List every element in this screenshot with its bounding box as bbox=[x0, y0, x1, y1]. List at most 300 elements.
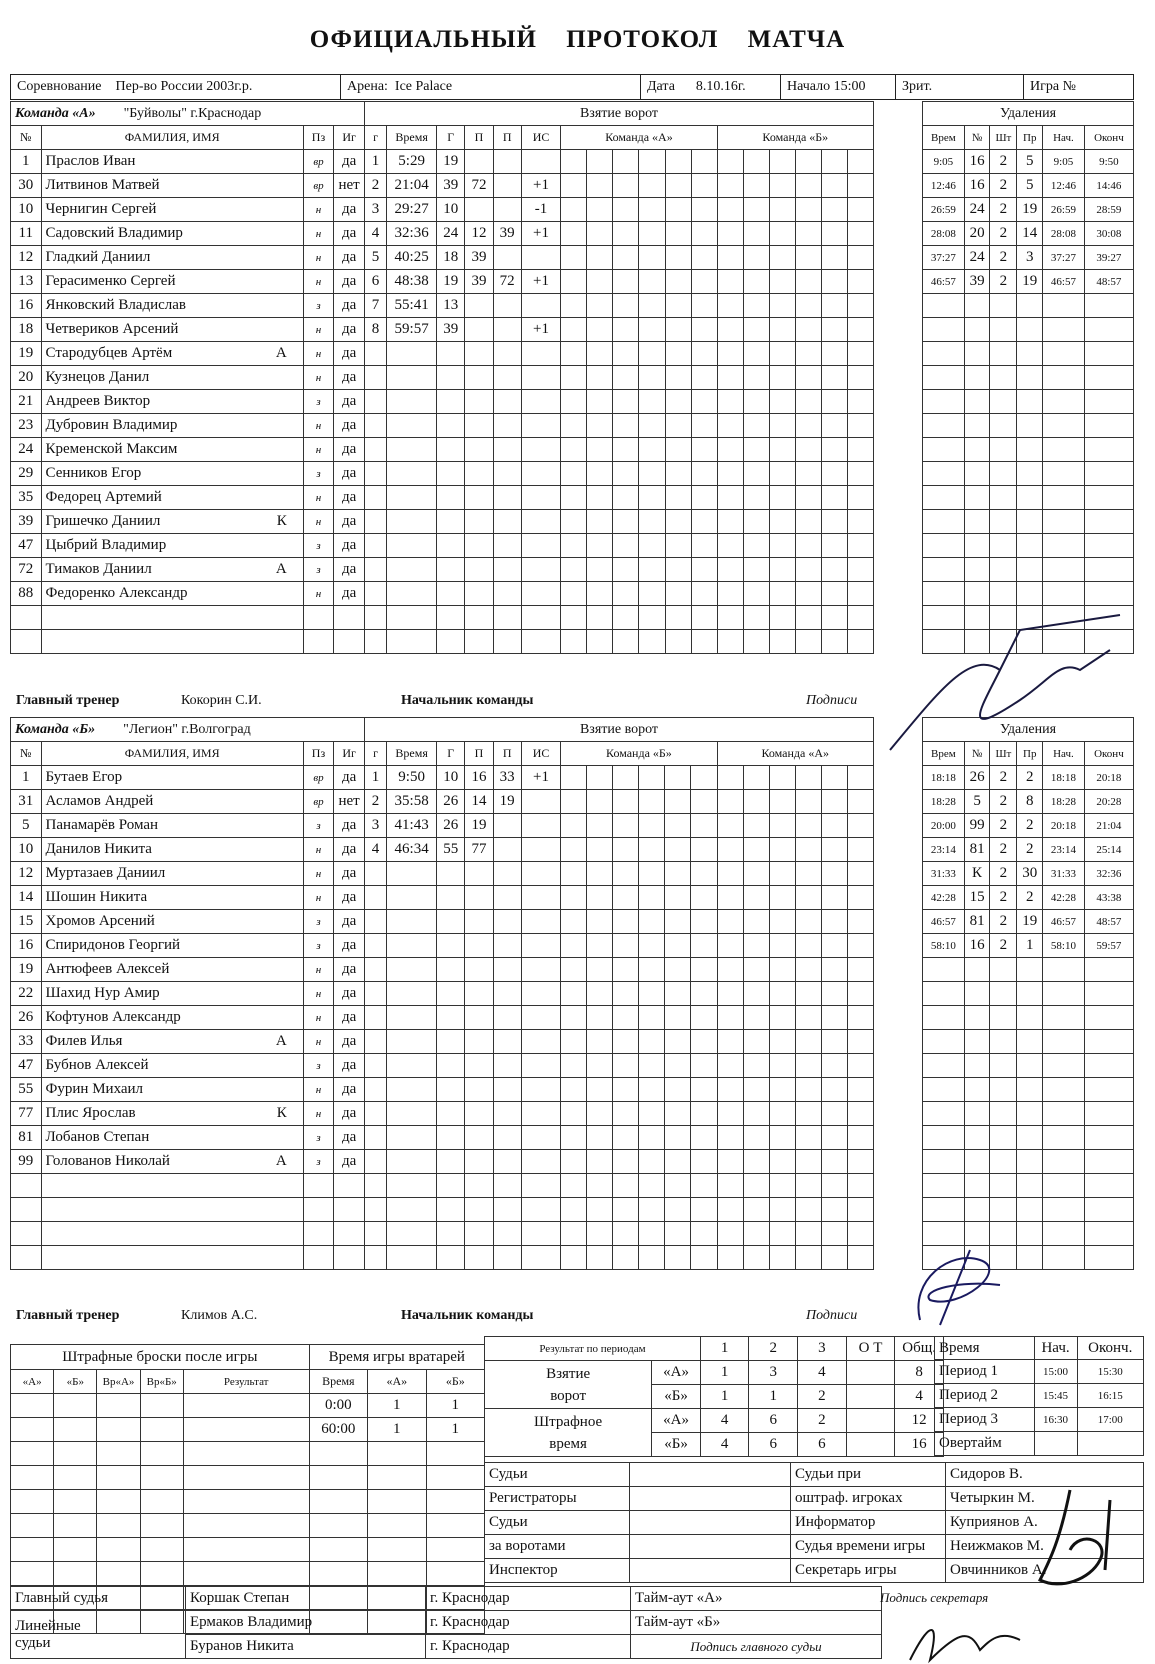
goal-n: 4 bbox=[365, 838, 387, 862]
penalty-e bbox=[1084, 558, 1133, 582]
goal-n bbox=[365, 1246, 387, 1270]
goal-a1 bbox=[465, 1030, 493, 1054]
goal-a1 bbox=[465, 150, 493, 174]
player-position bbox=[303, 630, 333, 654]
goal-grid-cell bbox=[665, 390, 691, 414]
goal-a1 bbox=[465, 318, 493, 342]
goal-n: 4 bbox=[365, 222, 387, 246]
period-value: 3 bbox=[749, 1361, 798, 1385]
goal-grid-cell bbox=[769, 462, 795, 486]
goal-is bbox=[521, 390, 561, 414]
player-plays: да bbox=[334, 150, 365, 174]
player-position: н bbox=[303, 1030, 334, 1054]
penalty-no: 16 bbox=[964, 934, 990, 958]
captain-mark: А bbox=[275, 1153, 287, 1169]
player-position: н bbox=[303, 414, 333, 438]
goal-col-g_p2: П bbox=[493, 742, 521, 766]
goal-grid-cell bbox=[847, 246, 873, 270]
goalie-cell bbox=[426, 1490, 484, 1514]
goal-grid-cell bbox=[613, 766, 639, 790]
goal-grid-cell bbox=[743, 558, 769, 582]
player-name bbox=[41, 462, 303, 486]
goal-grid-cell bbox=[691, 766, 717, 790]
penalty-t bbox=[923, 1054, 965, 1078]
player-number: 31 bbox=[11, 790, 42, 814]
player-position: н bbox=[303, 958, 334, 982]
goal-g bbox=[437, 462, 465, 486]
goal-grid-cell bbox=[639, 438, 665, 462]
goal-n bbox=[365, 366, 387, 390]
head-coach-name: Климов А.С. bbox=[181, 1308, 258, 1323]
goal-grid-cell bbox=[717, 1006, 743, 1030]
penalty-no bbox=[964, 510, 990, 534]
goal-grid-cell bbox=[717, 150, 743, 174]
goal-grid-cell bbox=[847, 1102, 873, 1126]
goal-grid-cell bbox=[587, 1078, 613, 1102]
penalty-code: 2 bbox=[1017, 886, 1043, 910]
penalty-code bbox=[1017, 982, 1043, 1006]
player-position: н bbox=[303, 862, 334, 886]
goal-grid-cell bbox=[847, 1246, 873, 1270]
team_b-players-table bbox=[10, 717, 365, 1270]
goal-grid-cell bbox=[717, 294, 743, 318]
goal-grid-cell bbox=[821, 222, 847, 246]
penalty-col-p_no: № bbox=[964, 742, 990, 766]
penalty-code bbox=[1017, 1006, 1043, 1030]
player-plays: да bbox=[334, 1030, 365, 1054]
goal-a1 bbox=[465, 486, 493, 510]
penalty-code: 8 bbox=[1017, 790, 1043, 814]
goal-grid-cell bbox=[561, 982, 587, 1006]
goal-grid-cell bbox=[743, 582, 769, 606]
goal-g bbox=[437, 558, 465, 582]
header-col_name: ФАМИЛИЯ, ИМЯ bbox=[41, 742, 303, 766]
goal-grid-cell bbox=[665, 1054, 691, 1078]
goal-grid-cell bbox=[769, 510, 795, 534]
official-right-role: Судьи при bbox=[791, 1463, 946, 1487]
goal-grid-cell bbox=[691, 934, 717, 958]
player-name bbox=[41, 910, 303, 934]
goal-n bbox=[365, 582, 387, 606]
penalty-no bbox=[964, 318, 990, 342]
goal-grid-cell bbox=[795, 486, 821, 510]
player-name bbox=[41, 1054, 303, 1078]
goal-grid-cell bbox=[665, 862, 691, 886]
goal-g: 10 bbox=[437, 198, 465, 222]
goal-grid-cell bbox=[561, 1198, 587, 1222]
penalty-t bbox=[923, 1078, 965, 1102]
goal-row bbox=[365, 1054, 874, 1078]
goal-grid-cell bbox=[665, 270, 691, 294]
penalty-no: 20 bbox=[964, 222, 990, 246]
goal-grid-cell bbox=[717, 1198, 743, 1222]
goal-grid-cell bbox=[561, 438, 587, 462]
period-row bbox=[485, 1361, 944, 1385]
goal-time bbox=[387, 606, 437, 630]
penalty-min bbox=[990, 1174, 1017, 1198]
goal-grid-cell bbox=[847, 414, 873, 438]
goal-grid-cell bbox=[743, 150, 769, 174]
penalty-e: 48:57 bbox=[1084, 270, 1133, 294]
player-name-text: Голованов Николай bbox=[45, 1153, 170, 1169]
penalty-s bbox=[1043, 534, 1085, 558]
goal-a1 bbox=[465, 910, 493, 934]
goal-a2 bbox=[493, 1174, 521, 1198]
penalty-code: 19 bbox=[1017, 198, 1043, 222]
main-referee-label: Главный судья bbox=[11, 1587, 186, 1611]
goal-grid-cell bbox=[561, 1150, 587, 1174]
player-number: 14 bbox=[11, 886, 42, 910]
head-coach-name: Кокорин С.И. bbox=[181, 693, 262, 708]
penalty-code bbox=[1017, 1198, 1043, 1222]
penalty-row bbox=[923, 1150, 1134, 1174]
team-name-row bbox=[11, 718, 365, 742]
penalty-code: 5 bbox=[1017, 150, 1043, 174]
players-header-row bbox=[11, 742, 365, 766]
goal-grid-cell bbox=[691, 318, 717, 342]
official-right-name: Овчинников А. bbox=[946, 1559, 1144, 1583]
goal-grid-cell bbox=[587, 1030, 613, 1054]
goal-grid-cell bbox=[769, 1006, 795, 1030]
player-name-text: Гришечко Даниил bbox=[45, 513, 161, 529]
goal-time bbox=[387, 1174, 437, 1198]
head-coach-label: Главный тренер bbox=[16, 693, 120, 708]
penalty-row bbox=[923, 438, 1134, 462]
penalty-t bbox=[923, 1150, 965, 1174]
goal-grid-cell bbox=[769, 438, 795, 462]
goal-grid-cell bbox=[743, 1246, 769, 1270]
goal-grid-cell bbox=[847, 1030, 873, 1054]
timeout-a-label: Тайм-аут «А» bbox=[631, 1587, 882, 1611]
goal-grid-cell bbox=[613, 486, 639, 510]
goal-grid-cell bbox=[769, 390, 795, 414]
goal-grid-cell bbox=[795, 838, 821, 862]
goal-a2 bbox=[493, 862, 521, 886]
player-position: з bbox=[303, 1126, 334, 1150]
goal-grid-cell bbox=[639, 174, 665, 198]
goal-g: 13 bbox=[437, 294, 465, 318]
penalty-s bbox=[1043, 1006, 1085, 1030]
official-left-value bbox=[630, 1487, 791, 1511]
goalie-cell bbox=[309, 1442, 367, 1466]
period-value bbox=[846, 1361, 895, 1385]
goal-a1: 39 bbox=[465, 270, 493, 294]
penalty-no bbox=[964, 390, 990, 414]
penalty-min: 2 bbox=[990, 790, 1017, 814]
goal-grid-cell bbox=[795, 1246, 821, 1270]
penalty-code bbox=[1017, 1030, 1043, 1054]
player-number bbox=[11, 1174, 42, 1198]
goal-g bbox=[437, 366, 465, 390]
period-value: 1 bbox=[749, 1385, 798, 1409]
goal-a2 bbox=[493, 150, 521, 174]
goal-time: 35:58 bbox=[387, 790, 437, 814]
player-position: н bbox=[303, 198, 333, 222]
signatures-label: Подписи bbox=[806, 693, 858, 708]
period-times-cell: 15:00 bbox=[1034, 1360, 1077, 1384]
penalty-no bbox=[964, 366, 990, 390]
player-position: вр bbox=[303, 790, 334, 814]
player-plays: да bbox=[334, 510, 365, 534]
player-row bbox=[11, 582, 365, 606]
player-number: 88 bbox=[11, 582, 42, 606]
goal-grid-cell bbox=[847, 366, 873, 390]
period-times-cell: 15:30 bbox=[1077, 1360, 1144, 1384]
goal-grid-cell bbox=[665, 510, 691, 534]
goal-time bbox=[387, 1078, 437, 1102]
player-plays: да bbox=[334, 1078, 365, 1102]
goal-grid-cell bbox=[847, 510, 873, 534]
goal-grid-cell bbox=[717, 606, 743, 630]
penalty-e: 14:46 bbox=[1084, 174, 1133, 198]
goal-grid-cell bbox=[717, 414, 743, 438]
goal-grid-cell bbox=[561, 1126, 587, 1150]
goal-time bbox=[387, 438, 437, 462]
goal-grid-cell bbox=[665, 486, 691, 510]
goal-n: 2 bbox=[365, 790, 387, 814]
goal-grid-cell bbox=[561, 486, 587, 510]
goal-is bbox=[521, 534, 561, 558]
goalie-col: «Б» bbox=[426, 1370, 484, 1394]
goal-time bbox=[387, 390, 437, 414]
player-name bbox=[41, 958, 303, 982]
shootout-row bbox=[11, 1466, 485, 1490]
goal-grid-cell bbox=[769, 630, 795, 654]
goal-grid-cell bbox=[847, 838, 873, 862]
goal-grid-cell bbox=[821, 862, 847, 886]
player-name-text: Филев Илья bbox=[45, 1033, 123, 1049]
penalty-row bbox=[923, 174, 1134, 198]
goal-grid-cell bbox=[613, 246, 639, 270]
goal-grid-cell bbox=[691, 486, 717, 510]
goals-title: Взятие ворот bbox=[365, 102, 874, 126]
penalty-s: 26:59 bbox=[1043, 198, 1085, 222]
goal-grid-cell bbox=[613, 1222, 639, 1246]
player-number: 26 bbox=[11, 1006, 42, 1030]
goal-n bbox=[365, 558, 387, 582]
penalty-no bbox=[964, 1078, 990, 1102]
period-results-table bbox=[484, 1336, 944, 1457]
penalty-min: 2 bbox=[990, 270, 1017, 294]
penalty-no bbox=[964, 958, 990, 982]
goal-row bbox=[365, 150, 874, 174]
shootout-cell bbox=[11, 1514, 54, 1538]
penalty-t: 9:05 bbox=[923, 150, 965, 174]
goal-is bbox=[521, 958, 561, 982]
penalty-code bbox=[1017, 558, 1043, 582]
player-plays: да bbox=[334, 814, 365, 838]
captain-mark: А bbox=[275, 1033, 287, 1049]
goal-grid-cell bbox=[821, 510, 847, 534]
goal-row bbox=[365, 862, 874, 886]
player-plays: да bbox=[334, 222, 365, 246]
penalty-code bbox=[1017, 1102, 1043, 1126]
penalty-row bbox=[923, 150, 1134, 174]
goal-is bbox=[521, 1054, 561, 1078]
goal-g: 55 bbox=[437, 838, 465, 862]
goal-a2 bbox=[493, 1054, 521, 1078]
goal-grid-cell bbox=[561, 838, 587, 862]
penalty-row bbox=[923, 582, 1134, 606]
goalie-cell bbox=[309, 1466, 367, 1490]
player-name bbox=[41, 1198, 303, 1222]
goal-n bbox=[365, 414, 387, 438]
player-row bbox=[11, 246, 365, 270]
period-times-col: Время bbox=[935, 1337, 1035, 1360]
official-right-name: Сидоров В. bbox=[946, 1463, 1144, 1487]
goal-grid-cell bbox=[847, 958, 873, 982]
goal-is bbox=[521, 486, 561, 510]
player-plays: да bbox=[334, 934, 365, 958]
penalty-min bbox=[990, 1150, 1017, 1174]
shootout-cell bbox=[97, 1562, 140, 1586]
penalty-row bbox=[923, 558, 1134, 582]
goal-grid-cell bbox=[639, 1198, 665, 1222]
shootout-cell bbox=[97, 1442, 140, 1466]
goal-row bbox=[365, 606, 874, 630]
goal-a1 bbox=[465, 1246, 493, 1270]
goal-grid-cell bbox=[665, 294, 691, 318]
player-position bbox=[303, 1198, 334, 1222]
player-plays: да bbox=[334, 558, 365, 582]
goal-grid-cell bbox=[795, 1126, 821, 1150]
goal-a2 bbox=[493, 198, 521, 222]
player-plays bbox=[334, 630, 365, 654]
penalty-s: 28:08 bbox=[1043, 222, 1085, 246]
goal-grid-cell bbox=[587, 150, 613, 174]
penalty-row bbox=[923, 766, 1134, 790]
goal-grid-cell bbox=[743, 766, 769, 790]
goal-grid-cell bbox=[665, 366, 691, 390]
goal-grid-cell bbox=[821, 1054, 847, 1078]
official-left-value bbox=[630, 1511, 791, 1535]
player-position: н bbox=[303, 1006, 334, 1030]
goal-grid-cell bbox=[821, 390, 847, 414]
goal-grid-cell bbox=[613, 198, 639, 222]
penalty-e: 20:18 bbox=[1084, 766, 1133, 790]
player-plays: да bbox=[334, 366, 365, 390]
goal-grid-cell bbox=[743, 630, 769, 654]
player-name-text: Лобанов Степан bbox=[45, 1129, 150, 1145]
goal-a1 bbox=[465, 1222, 493, 1246]
goal-grid-cell bbox=[717, 534, 743, 558]
goal-grid-cell bbox=[587, 886, 613, 910]
penalty-min bbox=[990, 558, 1017, 582]
goalie-cell bbox=[426, 1562, 484, 1586]
period-team: «Б» bbox=[652, 1385, 701, 1409]
shootout-cell bbox=[140, 1514, 183, 1538]
penalty-code bbox=[1017, 1078, 1043, 1102]
shootout-cell bbox=[97, 1538, 140, 1562]
player-plays bbox=[334, 606, 365, 630]
penalty-no bbox=[964, 1102, 990, 1126]
goal-n bbox=[365, 630, 387, 654]
shootout-cell bbox=[11, 1562, 54, 1586]
goal-grid-cell bbox=[561, 342, 587, 366]
period-value: 16 bbox=[895, 1433, 944, 1457]
penalty-s bbox=[1043, 486, 1085, 510]
goal-grid-cell bbox=[613, 294, 639, 318]
period-value: 2 bbox=[798, 1385, 847, 1409]
goal-grid-cell bbox=[717, 814, 743, 838]
period-value: 2 bbox=[798, 1409, 847, 1433]
goal-a2 bbox=[493, 342, 521, 366]
goal-grid-cell bbox=[795, 510, 821, 534]
goal-a1 bbox=[465, 462, 493, 486]
penalty-s: 23:14 bbox=[1043, 838, 1085, 862]
penalty-code bbox=[1017, 366, 1043, 390]
penalty-no: 81 bbox=[964, 910, 990, 934]
goal-g bbox=[437, 438, 465, 462]
goal-grid-cell bbox=[743, 270, 769, 294]
penalty-no: 24 bbox=[964, 246, 990, 270]
spectators-cell bbox=[896, 75, 1024, 99]
goal-grid-cell bbox=[795, 270, 821, 294]
player-position: н bbox=[303, 246, 333, 270]
goal-grid-cell bbox=[613, 1006, 639, 1030]
penalty-min: 2 bbox=[990, 174, 1017, 198]
goal-grid-cell bbox=[847, 318, 873, 342]
period-row-label bbox=[485, 1409, 652, 1457]
goal-g bbox=[437, 910, 465, 934]
goal-n bbox=[365, 886, 387, 910]
goal-grid-cell bbox=[769, 1222, 795, 1246]
penalty-e: 21:04 bbox=[1084, 814, 1133, 838]
goal-grid-cell bbox=[847, 462, 873, 486]
goal-grid-cell bbox=[639, 534, 665, 558]
player-name-text: Плис Ярослав bbox=[45, 1105, 136, 1121]
goal-a1 bbox=[465, 1102, 493, 1126]
goal-a2 bbox=[493, 1102, 521, 1126]
period-times-cell: 15:45 bbox=[1034, 1384, 1077, 1408]
penalty-row bbox=[923, 814, 1134, 838]
goal-grid-cell bbox=[613, 790, 639, 814]
player-number: 24 bbox=[11, 438, 42, 462]
player-row bbox=[11, 958, 365, 982]
goal-grid-cell bbox=[847, 766, 873, 790]
goalie-cell bbox=[368, 1538, 426, 1562]
goal-grid-cell bbox=[691, 862, 717, 886]
penalty-code bbox=[1017, 318, 1043, 342]
player-plays: да bbox=[334, 462, 365, 486]
penalty-no bbox=[964, 534, 990, 558]
goal-row bbox=[365, 958, 874, 982]
shootout-cell bbox=[183, 1466, 309, 1490]
goal-grid-cell bbox=[691, 958, 717, 982]
goal-grid-cell bbox=[769, 582, 795, 606]
goal-is bbox=[521, 414, 561, 438]
goal-grid-cell bbox=[821, 790, 847, 814]
goal-time: 48:38 bbox=[387, 270, 437, 294]
penalty-col-p_start: Нач. bbox=[1043, 126, 1085, 150]
header-col_no: № bbox=[11, 126, 42, 150]
goal-is bbox=[521, 510, 561, 534]
goal-grid-cell bbox=[587, 1126, 613, 1150]
goal-grid-cell bbox=[691, 390, 717, 414]
goal-a2 bbox=[493, 510, 521, 534]
official-right-name: Неижмаков М. bbox=[946, 1535, 1144, 1559]
goal-grid-cell bbox=[613, 558, 639, 582]
player-number: 81 bbox=[11, 1126, 42, 1150]
goal-time bbox=[387, 1030, 437, 1054]
penalty-s: 18:18 bbox=[1043, 766, 1085, 790]
shootout-cell bbox=[54, 1394, 97, 1418]
goalie-cell bbox=[309, 1562, 367, 1586]
penalty-e bbox=[1084, 486, 1133, 510]
goal-grid-cell bbox=[587, 270, 613, 294]
goal-a1 bbox=[465, 582, 493, 606]
goal-grid-cell bbox=[743, 534, 769, 558]
